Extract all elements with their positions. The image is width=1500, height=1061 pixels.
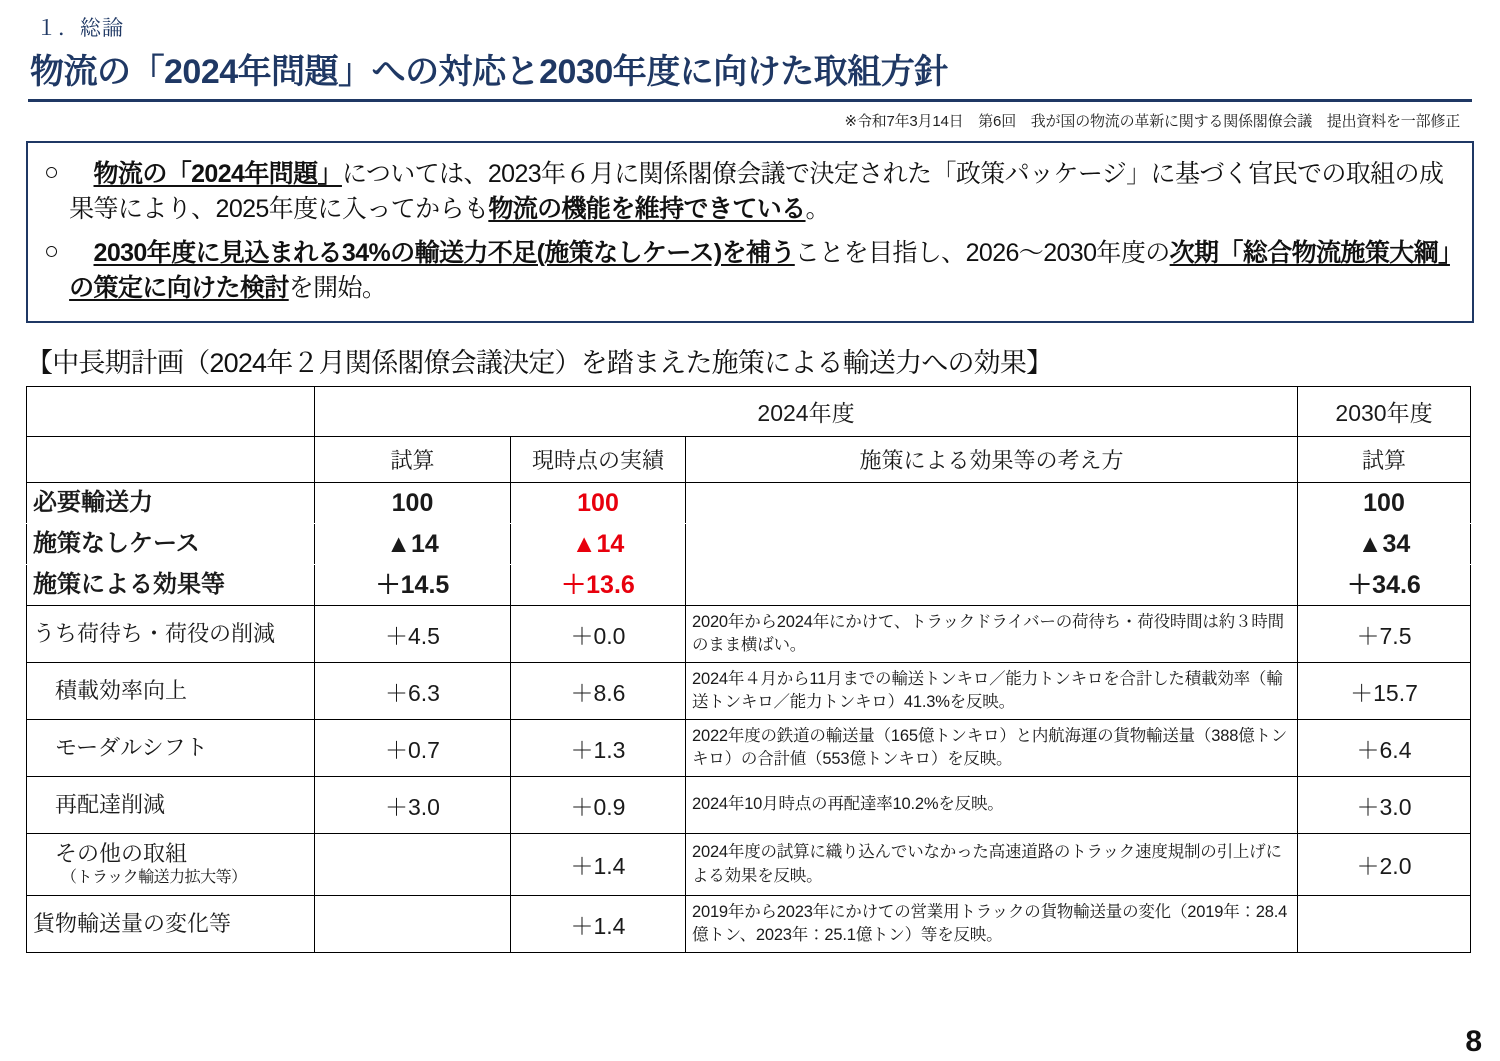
- row-value-2030: ＋3.0: [1298, 777, 1471, 834]
- row-value-actual-2024: 100: [511, 483, 686, 524]
- row-label-main: 貨物輸送量の変化等: [33, 910, 232, 936]
- header-fy2024: 2024年度: [315, 387, 1298, 437]
- row-description: 2024年10月時点の再配達率10.2%を反映。: [686, 777, 1298, 834]
- row-value-2030: ＋2.0: [1298, 834, 1471, 896]
- row-description: [686, 483, 1298, 606]
- row-value-2030: [1298, 896, 1471, 953]
- row-label: [27, 777, 315, 834]
- table-head: [27, 387, 1471, 483]
- summary-bullet-2-text: [69, 236, 1456, 305]
- summary-bullet-1-text: [69, 157, 1456, 226]
- summary-text-run: 。: [805, 194, 830, 223]
- summary-bullet-2: [44, 236, 1456, 305]
- section-number: １．総論: [36, 17, 124, 40]
- summary-text-run: 物流の機能を維持できている: [488, 194, 806, 223]
- table-heading: 【中長期計画（2024年２月関係閣僚会議決定）を踏まえた施策による輸送力への効果】: [26, 348, 1053, 378]
- row-label: [27, 834, 315, 896]
- table-row: [27, 834, 1471, 896]
- row-description: 2019年から2023年にかけての営業用トラックの貨物輸送量の変化（2019年：28.4億トン、2023年：25.1億トン）等を反映。: [686, 896, 1298, 953]
- row-value-actual-2024: ＋1.4: [511, 896, 686, 953]
- summary-text-run: については、2023年６月に関係閣僚会議で決定された「政策パッケージ」に基づく官民での取組の成果等により、2025年度に入ってからも: [69, 160, 1444, 223]
- row-value-calc-2024: [315, 834, 511, 896]
- summary-text-run: [69, 239, 93, 267]
- table-header-group-row: [27, 387, 1471, 437]
- row-value-2030: 100: [1298, 483, 1471, 524]
- summary-bullet-1: [44, 157, 1456, 226]
- summary-text-run: [69, 160, 93, 188]
- row-label: [27, 720, 315, 777]
- row-value-calc-2024: ＋14.5: [315, 565, 511, 606]
- table-row: [27, 483, 1471, 524]
- row-value-actual-2024: ＋8.6: [511, 663, 686, 720]
- row-value-actual-2024: ＋13.6: [511, 565, 686, 606]
- summary-text-run: 2030年度に見込まれる34%の輸送力不足(施策なしケース)を補う: [93, 239, 795, 267]
- row-label-main: 積載効率向上: [55, 677, 188, 703]
- row-value-2030: ▲34: [1298, 524, 1471, 565]
- row-description: 2024年度の試算に織り込んでいなかった高速道路のトラック速度規制の引上げによる効果を反映。: [686, 834, 1298, 896]
- row-value-calc-2024: ＋0.7: [315, 720, 511, 777]
- effects-table-wrap: [26, 386, 1474, 953]
- row-label-sub: （トラック輸送力拡大等）: [61, 869, 247, 887]
- table-row: [27, 663, 1471, 720]
- row-label-main: モーダルシフト: [55, 734, 208, 760]
- header-sub-calc: 試算: [315, 437, 511, 483]
- row-value-actual-2024: ＋1.3: [511, 720, 686, 777]
- table-header-sub-row: [27, 437, 1471, 483]
- row-value-2030: ＋6.4: [1298, 720, 1471, 777]
- row-label: [27, 896, 315, 953]
- header-sub-item: [27, 437, 315, 483]
- row-value-actual-2024: ＋0.9: [511, 777, 686, 834]
- page-title: 物流の「2024年問題」への対応と2030年度に向けた取組方針: [30, 53, 948, 91]
- row-label-main: その他の取組: [55, 840, 188, 866]
- summary-text-run: 次期「総合物流施策大綱」の策定に向けた検討: [69, 239, 1450, 302]
- header-sub-desc: 施策による効果等の考え方: [686, 437, 1298, 483]
- row-value-actual-2024: ＋0.0: [511, 606, 686, 663]
- summary-box: [26, 141, 1474, 323]
- table-row: [27, 606, 1471, 663]
- table-row: [27, 896, 1471, 953]
- bullet-circle-icon: ○: [44, 158, 60, 186]
- summary-text-run: を開始。: [288, 273, 387, 302]
- row-value-calc-2024: ＋6.3: [315, 663, 511, 720]
- row-label: [27, 606, 315, 663]
- table-row: [27, 720, 1471, 777]
- row-value-actual-2024: ＋1.4: [511, 834, 686, 896]
- row-value-calc-2024: ＋3.0: [315, 777, 511, 834]
- row-value-calc-2024: [315, 896, 511, 953]
- table-row: [27, 777, 1471, 834]
- row-label: 施策による効果等: [27, 565, 315, 606]
- row-value-calc-2024: ▲14: [315, 524, 511, 565]
- slide-header: [0, 0, 1500, 93]
- header-fy2030: 2030年度: [1298, 387, 1471, 437]
- summary-text-run: ことを目指し、2026～2030年度の: [794, 239, 1170, 267]
- source-note: ※令和7年3月14日 第6回 我が国の物流の革新に関する関係閣僚会議 提出資料を一部修正: [844, 113, 1460, 130]
- row-description: 2022年度の鉄道の輸送量（165億トンキロ）と内航海運の貨物輸送量（388億トンキロ）の合計値（553億トンキロ）を反映。: [686, 720, 1298, 777]
- row-label-main: 再配達削減: [55, 791, 166, 817]
- summary-text-run: 物流の「2024年問題」: [93, 160, 342, 188]
- header-sub-actual: 現時点の実績: [511, 437, 686, 483]
- row-label-main: うち荷待ち・荷役の削減: [33, 620, 276, 646]
- row-value-2030: ＋15.7: [1298, 663, 1471, 720]
- row-value-actual-2024: ▲14: [511, 524, 686, 565]
- row-value-calc-2024: ＋4.5: [315, 606, 511, 663]
- row-label: 施策なしケース: [27, 524, 315, 565]
- row-label: [27, 663, 315, 720]
- effects-table: [26, 386, 1471, 953]
- row-value-2030: ＋7.5: [1298, 606, 1471, 663]
- row-label: 必要輸送力: [27, 483, 315, 524]
- row-value-2030: ＋34.6: [1298, 565, 1471, 606]
- header-sub-calc-2030: 試算: [1298, 437, 1471, 483]
- header-item-blank: [27, 387, 315, 437]
- table-body: [27, 483, 1471, 953]
- row-description: 2024年４月から11月までの輸送トンキロ／能力トンキロを合計した積載効率（輸送トンキロ／能力トンキロ）41.3%を反映。: [686, 663, 1298, 720]
- row-value-calc-2024: 100: [315, 483, 511, 524]
- bullet-circle-icon: ○: [44, 237, 60, 265]
- page-number: 8: [1465, 1025, 1482, 1058]
- row-description: 2020年から2024年にかけて、トラックドライバーの荷待ち・荷役時間は約３時間のまま横ばい。: [686, 606, 1298, 663]
